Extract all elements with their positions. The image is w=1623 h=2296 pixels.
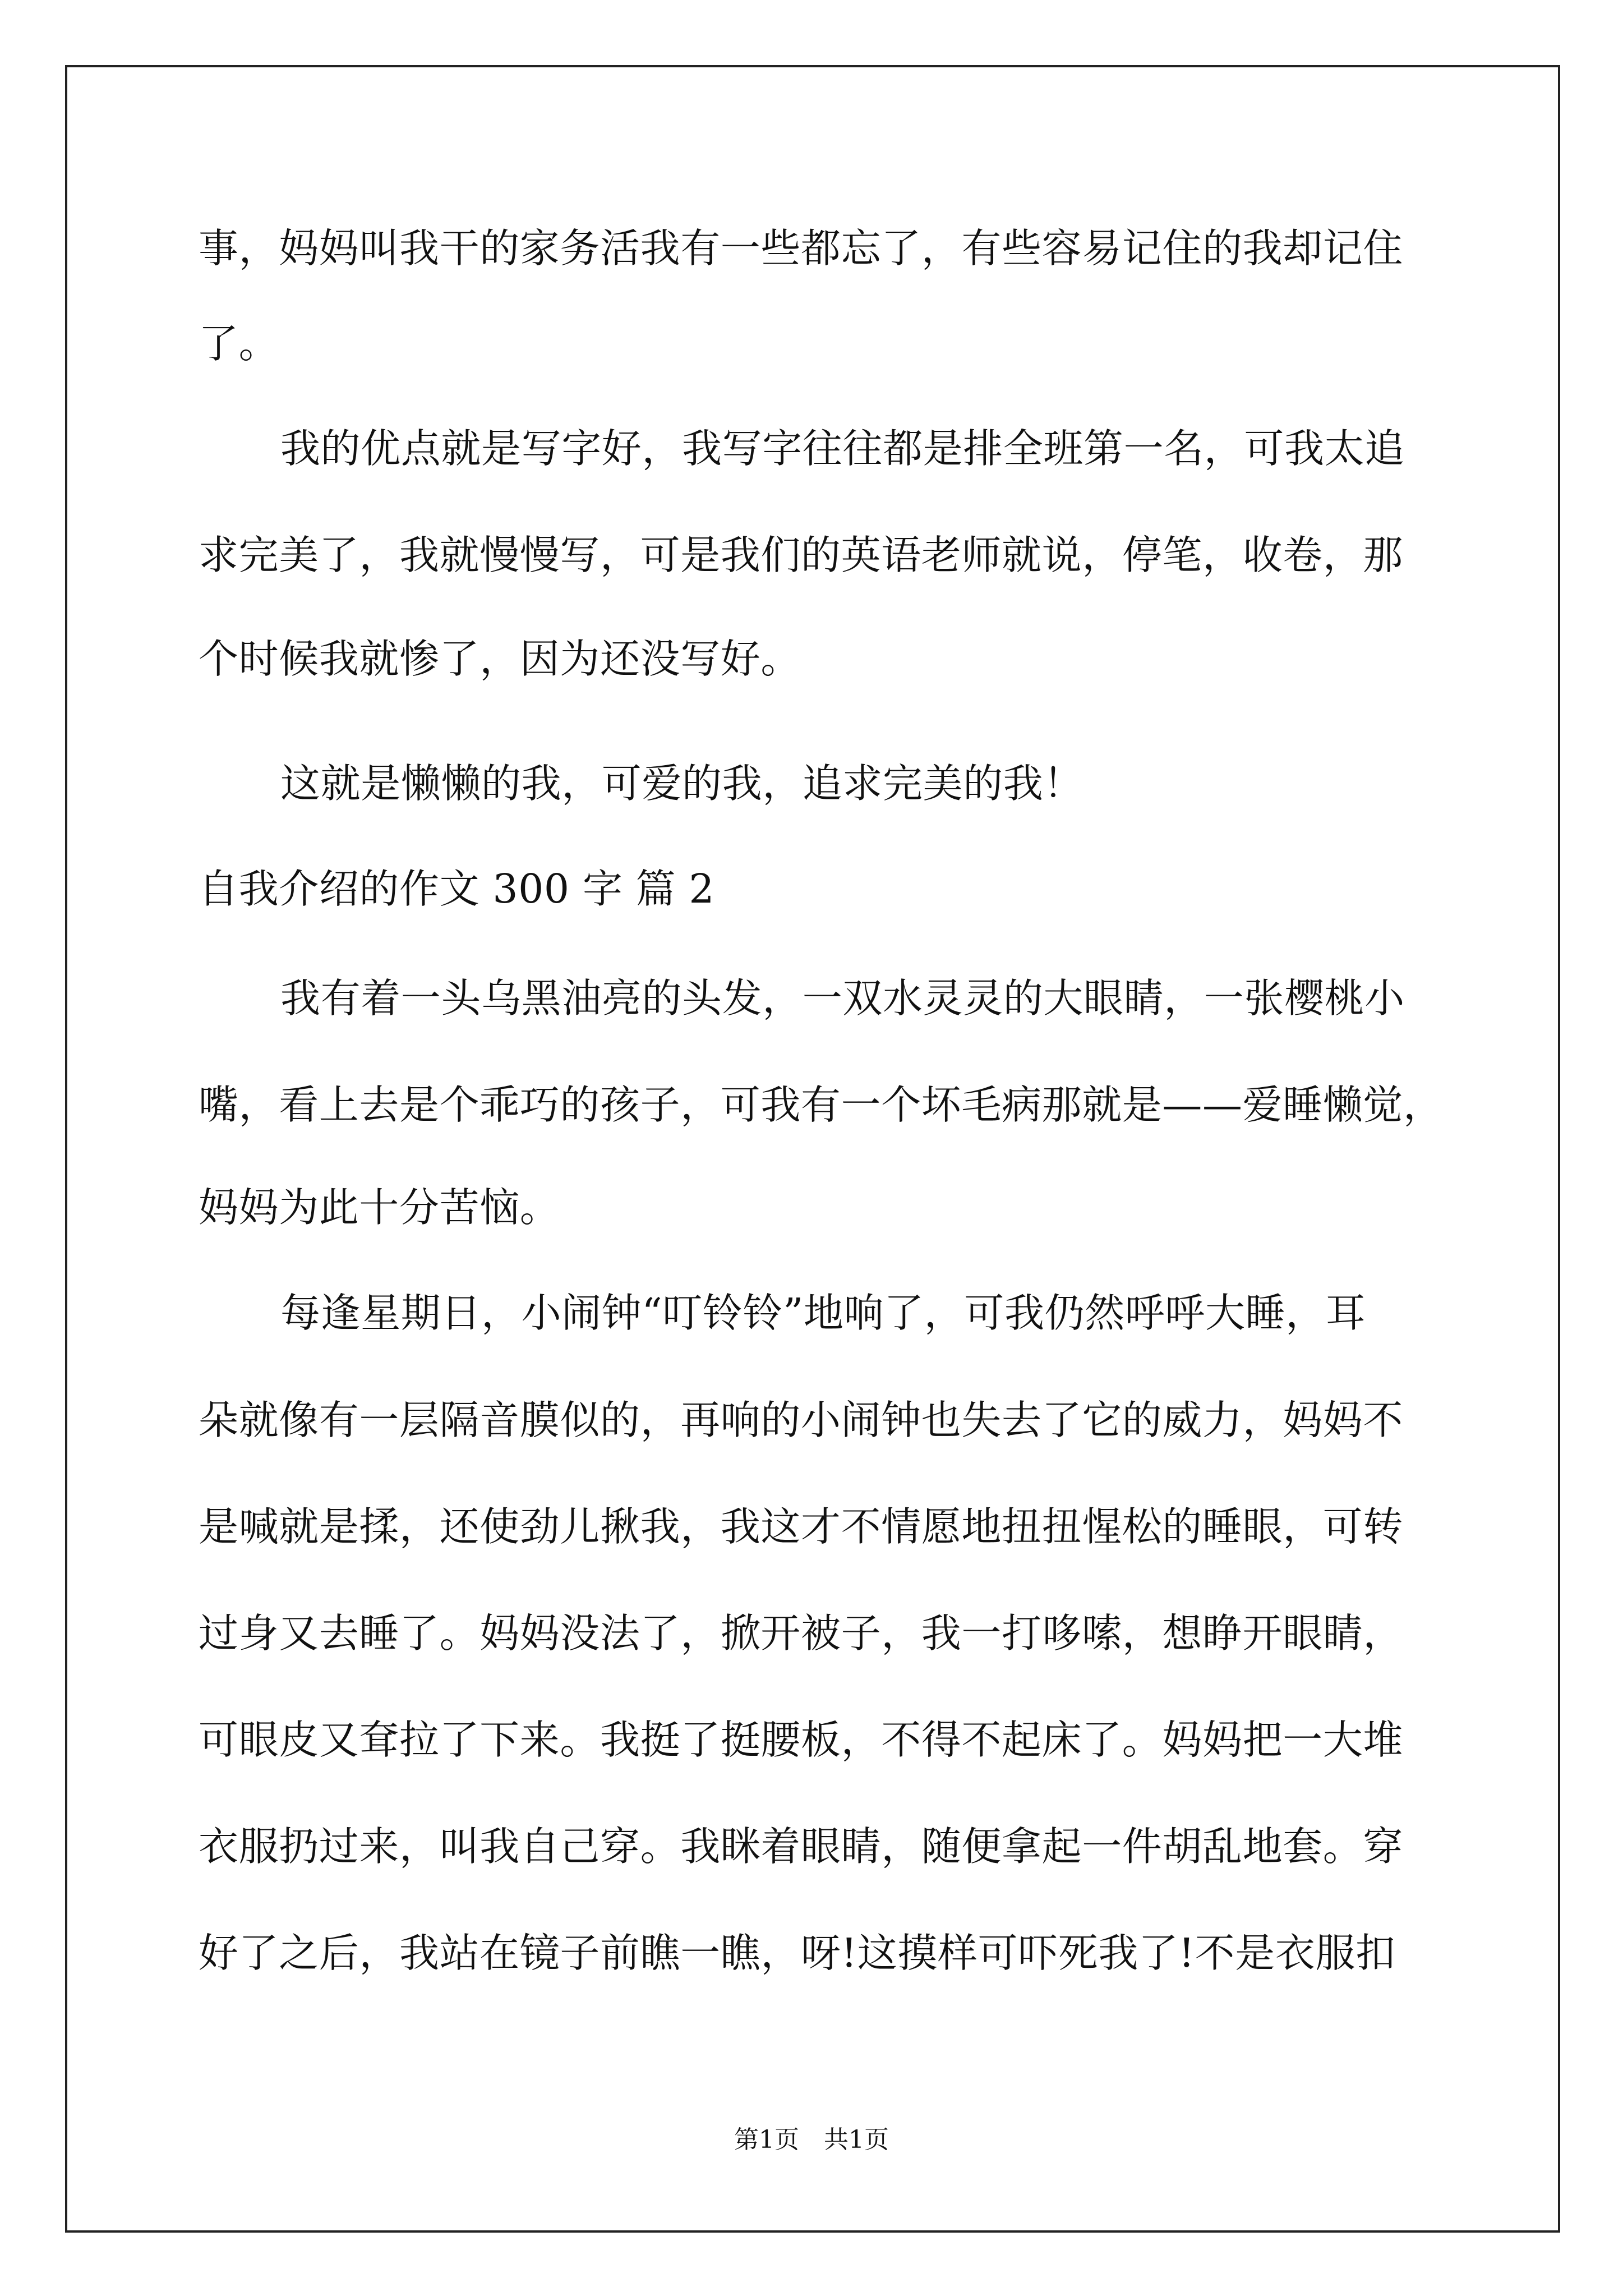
text-line-2: 了。	[199, 320, 279, 367]
page-border	[65, 65, 1560, 2233]
text-line-15: 可眼皮又耷拉了下来。我挺了挺腰板，不得不起床了。妈妈把一大堆	[199, 1717, 1404, 1763]
text-line-1: 事，妈妈叫我干的家务活我有一些都忘了，有些容易记住的我却记住	[199, 225, 1404, 272]
text-line-6: 这就是懒懒的我，可爱的我，追求完美的我！	[280, 760, 1084, 807]
text-line-10: 妈妈为此十分苦恼。	[199, 1184, 560, 1231]
text-line-3: 我的优点就是写字好，我写字往往都是排全班第一名，可我太追	[280, 425, 1405, 472]
text-line-17: 好了之后，我站在镜子前瞧一瞧，呀!这摸样可吓死我了!不是衣服扣	[199, 1930, 1396, 1976]
text-line-4: 求完美了，我就慢慢写，可是我们的英语老师就说，停笔，收卷，那	[199, 532, 1404, 578]
section-heading: 自我介绍的作文 300 字 篇 2	[199, 866, 715, 912]
text-line-9: 嘴，看上去是个乖巧的孩子，可我有一个坏毛病那就是——爱睡懒觉，	[199, 1082, 1444, 1128]
text-line-16: 衣服扔过来，叫我自己穿。我眯着眼睛，随便拿起一件胡乱地套。穿	[199, 1823, 1404, 1870]
text-line-14: 过身又去睡了。妈妈没法了，掀开被子，我一打哆嗦，想睁开眼睛，	[199, 1610, 1404, 1657]
text-line-8: 我有着一头乌黑油亮的头发，一双水灵灵的大眼睛，一张樱桃小	[280, 975, 1405, 1022]
text-line-12: 朵就像有一层隔音膜似的，再响的小闹钟也失去了它的威力，妈妈不	[199, 1397, 1404, 1443]
text-line-11: 每逢星期日，小闹钟“叮铃铃”地响了，可我仍然呼呼大睡，耳	[280, 1290, 1366, 1336]
text-line-5: 个时候我就惨了，因为还没写好。	[199, 636, 801, 682]
text-line-13: 是喊就是揉，还使劲儿揪我，我这才不情愿地扭扭惺松的睡眼，可转	[199, 1503, 1404, 1550]
page-number: 第1页 共1页	[734, 2125, 889, 2154]
